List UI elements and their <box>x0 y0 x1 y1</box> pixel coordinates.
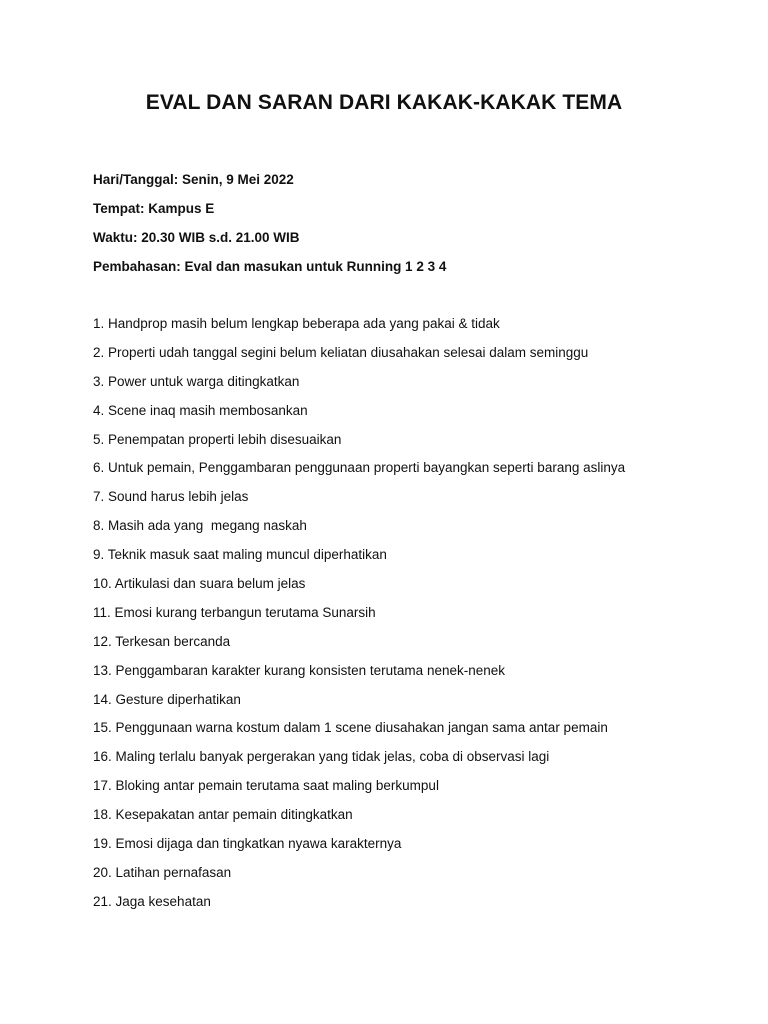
feedback-item: 9. Teknik masuk saat maling muncul diperhatikan <box>93 547 387 563</box>
meeting-time: Waktu: 20.30 WIB s.d. 21.00 WIB <box>93 230 300 245</box>
feedback-item: 19. Emosi dijaga dan tingkatkan nyawa karakternya <box>93 836 402 852</box>
feedback-item: 1. Handprop masih belum lengkap beberapa ada yang pakai & tidak <box>93 316 500 331</box>
meeting-date: Hari/Tanggal: Senin, 9 Mei 2022 <box>93 172 294 187</box>
feedback-item: 10. Artikulasi dan suara belum jelas <box>93 576 306 592</box>
feedback-item: 12. Terkesan bercanda <box>93 633 231 649</box>
feedback-item: 16. Maling terlalu banyak pergerakan yang tidak jelas, coba di observasi lagi <box>93 749 550 765</box>
feedback-item: 14. Gesture diperhatikan <box>93 691 241 707</box>
meeting-info <box>93 171 446 287</box>
feedback-item: 11. Emosi kurang terbangun terutama Sunarsih <box>93 604 376 620</box>
feedback-item: 13. Penggambaran karakter kurang konsisten terutama nenek-nenek <box>93 662 506 678</box>
feedback-item: 21. Jaga kesehatan <box>93 893 211 909</box>
feedback-item: 3. Power untuk warga ditingkatkan <box>93 373 300 389</box>
feedback-item: 5. Penempatan properti lebih disesuaikan <box>93 431 342 447</box>
feedback-item: 7. Sound harus lebih jelas <box>93 489 249 505</box>
feedback-item: 4. Scene inaq masih membosankan <box>93 402 308 418</box>
feedback-list <box>93 315 625 922</box>
feedback-item: 15. Penggunaan warna kostum dalam 1 scene diusahakan jangan sama antar pemain <box>93 720 608 736</box>
feedback-item: 2. Properti udah tanggal segini belum keliatan diusahakan selesai dalam seminggu <box>93 344 589 360</box>
feedback-item: 20. Latihan pernafasan <box>93 864 232 880</box>
feedback-item: 8. Masih ada yang megang naskah <box>93 518 307 534</box>
feedback-item: 17. Bloking antar pemain terutama saat maling berkumpul <box>93 778 439 794</box>
meeting-place: Tempat: Kampus E <box>93 201 215 216</box>
document-title: EVAL DAN SARAN DARI KAKAK-KAKAK TEMA <box>145 91 623 114</box>
feedback-item: 18. Kesepakatan antar pemain ditingkatkan <box>93 807 353 823</box>
feedback-item: 6. Untuk pemain, Penggambaran penggunaan properti bayangkan seperti barang aslinya <box>93 460 626 476</box>
meeting-topic: Pembahasan: Eval dan masukan untuk Running 1 2 3 4 <box>93 259 447 274</box>
